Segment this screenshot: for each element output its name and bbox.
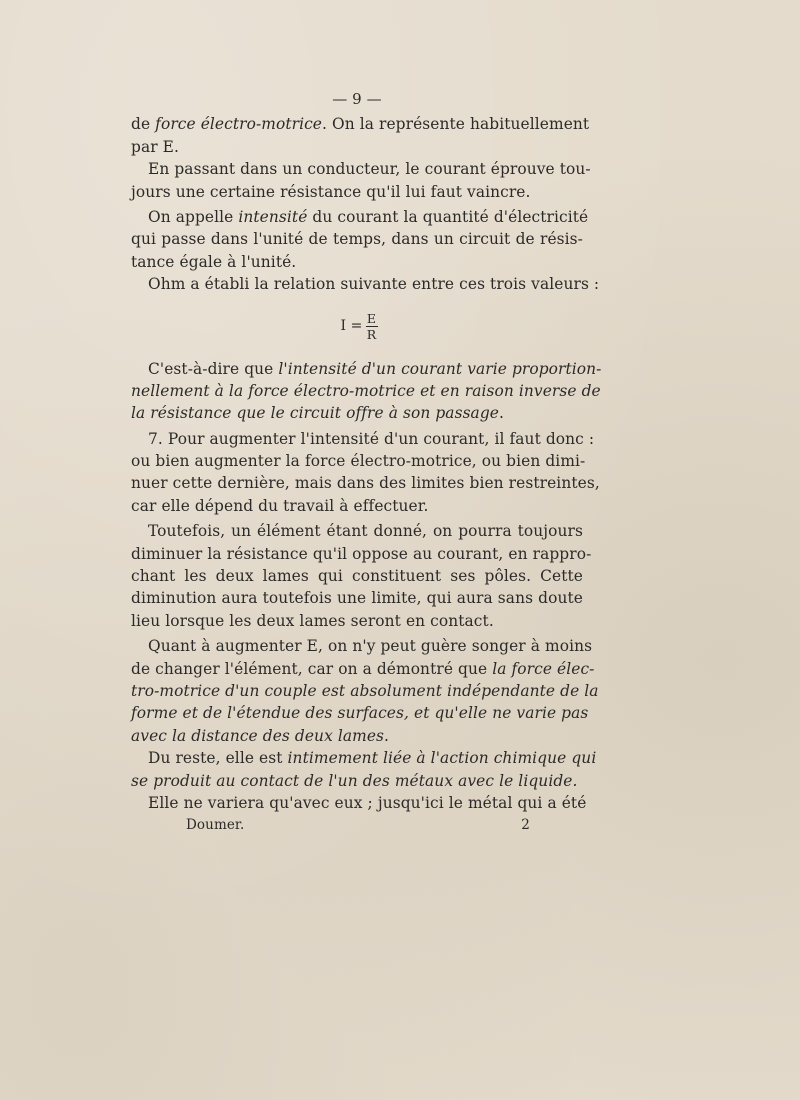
ohm-formula [131, 298, 583, 356]
paragraph [131, 206, 589, 273]
emphasis: l'intensité d'un courant varie proportion- [278, 359, 602, 378]
text-line: de changer l'élément, car on a démontré que la force élec- [131, 659, 595, 678]
text-line: lieu lorsque les deux lames seront en contact. [131, 611, 494, 630]
text-line: En passant dans un conducteur, le courant éprouve tou- [148, 160, 591, 179]
emphasis: la résistance que le circuit offre à son passage [131, 404, 499, 423]
text-line: chant les deux lames qui constituent ses pôles. Cette [131, 567, 583, 586]
text-line: la résistance que le circuit offre à son passage. [131, 404, 504, 423]
paragraph [131, 792, 587, 814]
text-line: nuer cette dernière, mais dans des limites bien restreintes, [131, 474, 600, 493]
paragraph [131, 635, 599, 747]
sheet-number: 2 [521, 817, 530, 834]
emphasis: se produit au contact de l'un des métaux avec le liquide. [131, 771, 578, 790]
text-line [131, 725, 583, 747]
emphasis: avec la distance des deux lames. [131, 726, 390, 745]
text-line [131, 702, 589, 724]
book-page [131, 88, 602, 835]
text-line: de force électro-motrice. On la représente habituellement [131, 115, 590, 134]
emphasis: nellement à la force électro-motrice et en raison inverse de [131, 381, 601, 400]
paragraph [131, 358, 602, 425]
text-line: diminuer la résistance qu'il oppose au courant, en rappro- [131, 544, 592, 563]
text-line [131, 380, 601, 402]
emphasis: la force élec- [492, 659, 595, 678]
formula-numerator: E [366, 311, 377, 327]
text-line: Elle ne variera qu'avec eux ; jusqu'ici le métal qui a été [148, 793, 587, 812]
emphasis: intensité [238, 207, 308, 226]
emphasis: tro-motrice d'un couple est absolument indépendante de la [131, 682, 599, 700]
text-line: Du reste, elle est intimement liée à l'action chimique qui [148, 749, 597, 768]
text-line: 7. Pour augmenter l'intensité d'un courant, il faut donc : [148, 429, 595, 448]
emphasis: intimement liée à l'action chimique qui [287, 749, 597, 768]
text-line: tance égale à l'unité. [131, 252, 297, 271]
text-line: ou bien augmenter la force électro-motrice, ou bien dimi- [131, 452, 586, 471]
paragraph [131, 158, 591, 203]
paragraph [131, 273, 600, 295]
paragraph [131, 428, 600, 518]
text-line: On appelle intensité du courant la quantité d'électricité [148, 207, 589, 226]
text-line: diminution aura toutefois une limite, qui aura sans doute [131, 589, 583, 608]
formula-fraction [366, 311, 378, 342]
emphasis: force électro-motrice [155, 115, 323, 134]
text-line: Ohm a établi la relation suivante entre ces trois valeurs : [148, 275, 600, 294]
text-line [131, 770, 583, 792]
formula-lhs: I = [340, 318, 363, 335]
page-number: — 9 — [332, 90, 382, 108]
text-line: car elle dépend du travail à effectuer. [131, 496, 429, 515]
text-line: par E. [131, 137, 180, 156]
paragraph [131, 747, 597, 792]
text-line [131, 680, 599, 702]
signature-mark: Doumer. [186, 817, 245, 834]
paragraph [131, 520, 592, 632]
formula-denominator: R [366, 327, 377, 343]
text-line: jours une certaine résistance qu'il lui faut vaincre. [131, 182, 531, 201]
text-line: Toutefois, un élément étant donné, on pourra toujours [148, 522, 583, 541]
page-footer [131, 815, 583, 835]
text-line: Quant à augmenter E, on n'y peut guère songer à moins [148, 637, 593, 656]
text-line: C'est-à-dire que l'intensité d'un courant varie proportion- [148, 359, 602, 378]
text-line: qui passe dans l'unité de temps, dans un circuit de résis- [131, 230, 583, 249]
paragraph [131, 113, 590, 158]
emphasis: forme et de l'étendue des surfaces, et qu'elle ne varie pas [131, 704, 589, 723]
